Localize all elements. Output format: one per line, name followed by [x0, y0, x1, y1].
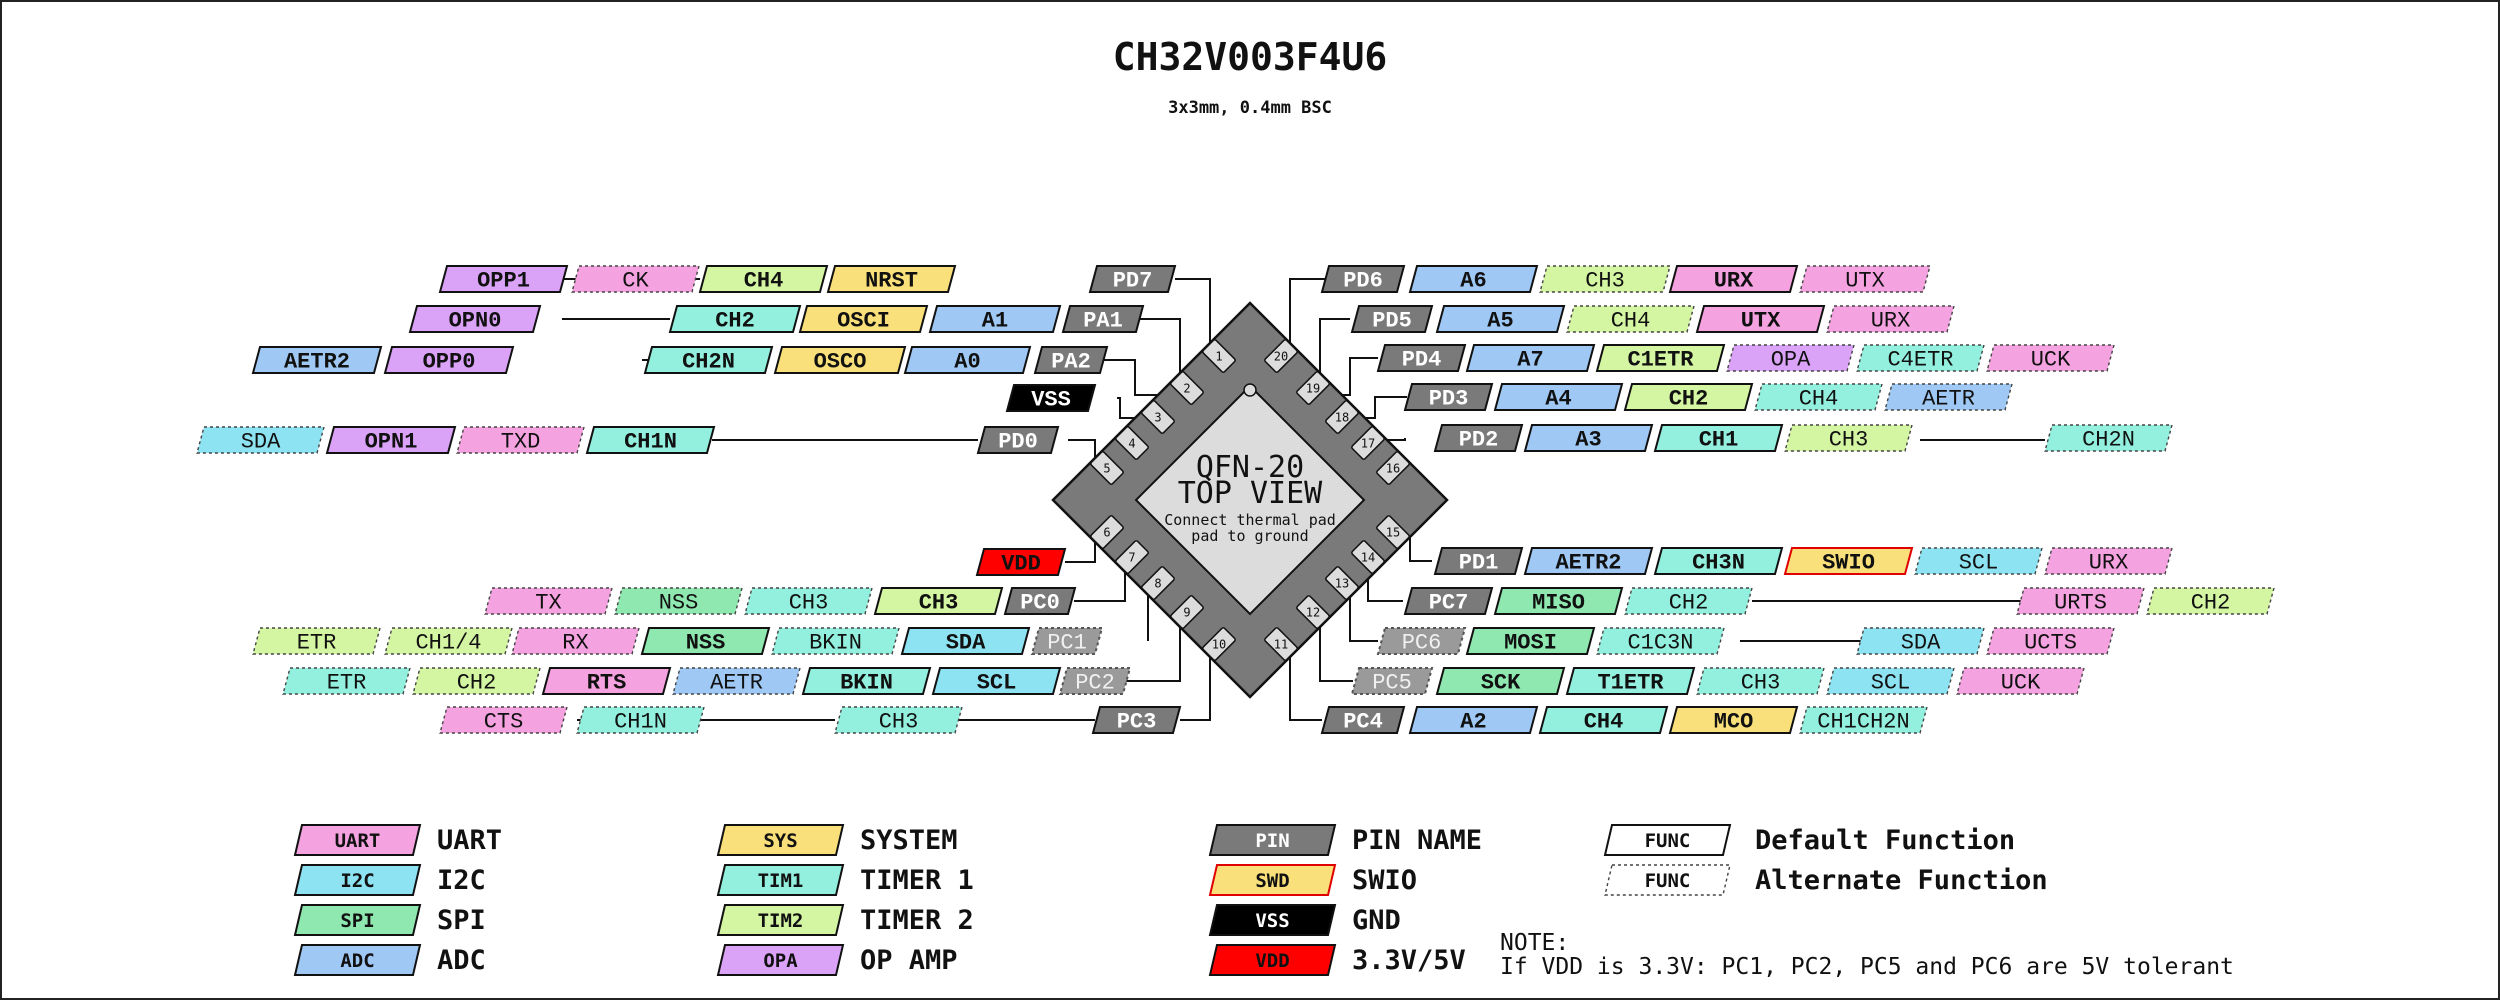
label-pc6-mosi-0	[1467, 628, 1594, 656]
label-pd0-sda-0	[197, 427, 324, 455]
label-pd2-ch3-2-text: CH3	[1828, 427, 1869, 453]
label-pd5-a5-0-text: A5	[1487, 308, 1514, 334]
label-pc1-rx-2	[512, 628, 639, 656]
label-pc2-bkin-4-text: BKIN	[840, 670, 893, 696]
pin-tag-pd3	[1405, 384, 1492, 412]
label-pc0-nss-1	[615, 588, 742, 616]
legend-tag-i2c: I2C	[340, 870, 375, 892]
pin-tag-pd7	[1090, 266, 1175, 294]
label-pc1-sda-5	[902, 628, 1029, 656]
label-pd3-a4-0-text: A4	[1545, 386, 1572, 412]
label-pc0-ch3-3-text: CH3	[918, 590, 959, 616]
label-pc7-ch2-1-text: CH2	[1668, 590, 1709, 616]
chip-pin-number: 14	[1360, 550, 1376, 565]
legend-text-alternate: Alternate Function	[1755, 865, 2048, 896]
label-pc2-scl-5-text: SCL	[976, 670, 1017, 696]
legend-item-alternate	[1605, 865, 2048, 896]
label-pc2-etr-0-text: ETR	[326, 670, 367, 696]
label-pc2-aetr-3	[673, 668, 800, 696]
label-pa2-opp0-1	[385, 347, 513, 375]
label-pa1-osci-2	[800, 306, 927, 334]
label-pd1-scl-3	[1915, 548, 2042, 576]
label-pd2-ch1-1	[1655, 425, 1782, 453]
label-pd4-c1etr-1-text: C1ETR	[1627, 347, 1694, 373]
chip-note-line1: Connect thermal pad	[1164, 511, 1336, 529]
label-pd0-txd-2	[457, 427, 584, 455]
label-pc2-ch2-1	[413, 668, 540, 696]
legend-text-default: Default Function	[1755, 825, 2016, 856]
label-pa2-a0-4	[905, 347, 1030, 375]
chip-pin-number: 7	[1128, 550, 1136, 565]
label-pc3-ch1n-1-text: CH1N	[614, 709, 667, 735]
pin-tag-pd1-text: PD1	[1458, 550, 1499, 576]
chip-pin-number: 8	[1154, 576, 1162, 591]
label-pa2-ch2n-2-text: CH2N	[682, 349, 735, 375]
label-pc1-sda-5-text: SDA	[945, 630, 986, 656]
legend-tag-tim2: TIM2	[757, 910, 804, 932]
chip-pin-number: 19	[1305, 381, 1321, 396]
legend-text-swd: SWIO	[1352, 865, 1418, 896]
label-pc0-tx-0-text: TX	[535, 590, 562, 616]
label-pc1-nss-3-text: NSS	[685, 630, 726, 656]
pin-tag-pd6-text: PD6	[1343, 268, 1383, 294]
label-pd6-utx-3	[1800, 266, 1930, 294]
legend-tag-opa: OPA	[763, 950, 798, 972]
pin-tag-pc7	[1405, 588, 1492, 616]
label-pd5-utx-2-text: UTX	[1740, 308, 1781, 334]
pin1-marker	[1244, 384, 1256, 396]
label-pd5-urx-3	[1827, 306, 1954, 334]
legend-item-uart	[295, 825, 502, 856]
label-pc3-ch3-2-text: CH3	[878, 709, 919, 735]
label-pc0-ch3-2	[745, 588, 872, 616]
label-pc1-bkin-4	[772, 628, 899, 656]
chip-pin-number: 16	[1385, 461, 1401, 476]
pin-tag-pa1	[1063, 306, 1143, 334]
pin-tag-pa2-text: PA2	[1051, 349, 1091, 375]
label-pd3-ch4-2	[1755, 384, 1882, 412]
label-pd4-a7-0-text: A7	[1517, 347, 1544, 373]
label-pd7-opp1-0-text: OPP1	[477, 268, 530, 294]
label-pd1-urx-4-text: URX	[2088, 550, 2129, 576]
pin-tag-pc0-text: PC0	[1020, 590, 1060, 616]
label-pd1-swio-2-text: SWIO	[1822, 550, 1875, 576]
label-pd1-ch3n-1	[1655, 548, 1782, 576]
label-pd1-swio-2	[1785, 548, 1912, 576]
label-pd2-ch1-1-text: CH1	[1698, 427, 1739, 453]
pin-tag-pd5	[1352, 306, 1432, 334]
label-pd5-utx-2	[1697, 306, 1824, 334]
legend-tag-default: FUNC	[1644, 830, 1691, 852]
pin-tag-pd2-text: PD2	[1458, 427, 1499, 453]
legend-tag-spi: SPI	[340, 910, 375, 932]
label-pc3-cts-0	[440, 707, 567, 735]
label-pd6-a6-0	[1410, 266, 1537, 294]
label-pc2-aetr-3-text: AETR	[710, 670, 763, 696]
label-pa1-osci-2-text: OSCI	[837, 308, 890, 334]
label-pa2-osco-3	[775, 347, 905, 375]
label-pd7-ch4-2-text: CH4	[743, 268, 784, 294]
label-pd4-uck-4	[1987, 345, 2114, 373]
label-pd0-txd-2-text: TXD	[500, 429, 541, 455]
legend-text-adc: ADC	[437, 945, 486, 976]
label-pc4-a2-0-text: A2	[1460, 709, 1487, 735]
label-pd5-ch4-1-text: CH4	[1610, 308, 1651, 334]
label-pc2-etr-0	[283, 668, 410, 696]
note-title: NOTE:	[1500, 930, 1570, 956]
label-pc7-miso-0-text: MISO	[1532, 590, 1585, 616]
label-pd2-ch3-2	[1785, 425, 1912, 453]
label-pa1-a1-3-text: A1	[981, 308, 1009, 334]
pin-tag-pc2-text: PC2	[1075, 670, 1115, 696]
label-pd0-ch1n-3-text: CH1N	[624, 429, 677, 455]
pin-tag-pd4	[1378, 345, 1465, 373]
legend-item-adc	[295, 945, 486, 976]
legend-tag-pin: PIN	[1255, 830, 1290, 852]
label-pd0-ch1n-3	[587, 427, 714, 455]
pin-tag-pc6-text: PC6	[1401, 630, 1442, 656]
legend-tag-vdd: VDD	[1255, 950, 1290, 972]
label-pa2-aetr2-0	[253, 347, 381, 375]
legend-text-spi: SPI	[437, 905, 486, 936]
diagram-subtitle: 3x3mm, 0.4mm BSC	[1168, 98, 1332, 118]
label-pa1-a1-3	[930, 306, 1060, 334]
chip-note-line2: pad to ground	[1191, 527, 1309, 545]
pin-tag-pc5	[1352, 668, 1432, 696]
label-pd5-urx-3-text: URX	[1870, 308, 1911, 334]
pin-tag-pd3-text: PD3	[1428, 386, 1469, 412]
label-pc4-a2-0	[1410, 707, 1537, 735]
legend-item-opa	[718, 945, 958, 976]
label-pd0-opn1-1-text: OPN1	[364, 429, 418, 455]
label-pc2-rts-2	[543, 668, 670, 696]
chip-pin-number: 18	[1334, 410, 1350, 425]
legend-tag-adc: ADC	[340, 950, 375, 972]
pin-tag-vdd-text: VDD	[1001, 551, 1041, 577]
label-pd6-urx-2	[1670, 266, 1797, 294]
label-pd3-ch2-1-text: CH2	[1668, 386, 1709, 412]
pin-tag-pc0	[1005, 588, 1075, 616]
label-pc7-miso-0	[1495, 588, 1622, 616]
legend-item-default	[1605, 825, 2015, 856]
label-pc4-mco-2	[1670, 707, 1797, 735]
pin-tag-pd0	[978, 427, 1058, 455]
legend-text-tim2: TIMER 2	[860, 905, 974, 936]
label-pa2-ch2n-2	[645, 347, 772, 375]
legend-text-i2c: I2C	[437, 865, 486, 896]
pin-tag-pc1	[1032, 628, 1102, 656]
label-pa1-ch2-1-text: CH2	[715, 308, 755, 334]
label-pd3-a4-0	[1495, 384, 1622, 412]
legend-item-vss	[1210, 905, 1401, 936]
label-pc6-mosi-0-text: MOSI	[1504, 630, 1557, 656]
label-pd2-ch2n-3	[2045, 425, 2172, 453]
pin-tag-pd5-text: PD5	[1372, 308, 1412, 334]
label-pc6-c1c3n-1-text: C1C3N	[1627, 630, 1694, 656]
pin-tag-pc2	[1060, 668, 1130, 696]
label-pd4-c4etr-3	[1857, 345, 1984, 373]
label-pd4-opa-2	[1727, 345, 1854, 373]
label-pc2-rts-2-text: RTS	[586, 670, 627, 696]
label-pc1-ch1-4-1	[385, 628, 512, 656]
label-pd1-aetr2-0	[1525, 548, 1652, 576]
pin-tag-pc5-text: PC5	[1372, 670, 1412, 696]
chip-pin-number: 10	[1211, 637, 1227, 652]
legend-text-tim1: TIMER 1	[860, 865, 974, 896]
label-pd6-utx-3-text: UTX	[1845, 268, 1885, 294]
label-pc1-etr-0-text: ETR	[296, 630, 337, 656]
pin-tag-pd7-text: PD7	[1112, 268, 1153, 294]
label-pd6-ch3-1-text: CH3	[1585, 268, 1625, 294]
label-pd1-urx-4	[2045, 548, 2172, 576]
label-pd6-a6-0-text: A6	[1460, 268, 1487, 294]
label-pc7-ch2-3	[2147, 588, 2274, 616]
chip-pin-number: 5	[1103, 461, 1111, 476]
label-pd4-uck-4-text: UCK	[2030, 347, 2071, 373]
pin-tag-pc3-text: PC3	[1116, 709, 1157, 735]
label-pc6-ucts-3-text: UCTS	[2024, 630, 2077, 656]
label-pd1-scl-3-text: SCL	[1958, 550, 1999, 576]
pin-tag-pc1-text: PC1	[1047, 630, 1087, 656]
pin-tag-pc6	[1378, 628, 1465, 656]
label-pd7-ck-1-text: CK	[622, 268, 649, 294]
label-pa2-opp0-1-text: OPP0	[422, 349, 476, 375]
chip-pin-number: 17	[1360, 436, 1376, 451]
label-pd2-ch2n-3-text: CH2N	[2082, 427, 2135, 453]
chip-pin-number: 2	[1183, 381, 1191, 396]
label-pd2-a3-0-text: A3	[1575, 427, 1602, 453]
label-pc5-scl-3	[1827, 668, 1954, 696]
label-pc1-nss-3	[642, 628, 769, 656]
label-pd7-ck-1	[572, 266, 699, 294]
label-pc7-urts-2	[2017, 588, 2144, 616]
label-pc5-ch3-2-text: CH3	[1740, 670, 1781, 696]
label-pc1-rx-2-text: RX	[562, 630, 589, 656]
pin-tag-pc7-text: PC7	[1428, 590, 1469, 616]
label-pc7-urts-2-text: URTS	[2054, 590, 2107, 616]
label-pc2-bkin-4	[803, 668, 930, 696]
legend-item-spi	[295, 905, 486, 936]
pin-tag-pc4	[1322, 707, 1404, 735]
chip-view-label: TOP VIEW	[1177, 476, 1323, 511]
pin-tag-pa1-text: PA1	[1083, 308, 1123, 334]
chip-pin-number: 13	[1334, 576, 1350, 591]
label-pc1-ch1-4-1-text: CH1/4	[415, 630, 482, 656]
label-pd4-opa-2-text: OPA	[1770, 347, 1811, 373]
chip-pin-number: 12	[1305, 605, 1321, 620]
label-pc1-bkin-4-text: BKIN	[809, 630, 862, 656]
legend-text-vdd: 3.3V/5V	[1352, 945, 1466, 976]
chip-pin-number: 3	[1154, 410, 1162, 425]
label-pc2-ch2-1-text: CH2	[456, 670, 497, 696]
diagram-title: CH32V003F4U6	[1112, 35, 1388, 79]
label-pc5-uck-4	[1957, 668, 2084, 696]
legend-tag-sys: SYS	[763, 830, 798, 852]
pin-tag-pd1	[1435, 548, 1522, 576]
label-pd1-ch3n-1-text: CH3N	[1692, 550, 1745, 576]
label-pc7-ch2-1	[1625, 588, 1752, 616]
label-pc5-t1etr-1-text: T1ETR	[1597, 670, 1664, 696]
label-pc3-cts-0-text: CTS	[483, 709, 524, 735]
label-pa2-a0-4-text: A0	[954, 349, 981, 375]
label-pd5-a5-0	[1437, 306, 1564, 334]
label-pc4-ch4-1-text: CH4	[1583, 709, 1624, 735]
legend-tag-tim1: TIM1	[757, 870, 804, 892]
label-pd0-sda-0-text: SDA	[240, 429, 281, 455]
label-pd5-ch4-1	[1567, 306, 1694, 334]
label-pa1-opn0-0	[410, 306, 540, 334]
label-pc1-etr-0	[253, 628, 380, 656]
legend-text-pin: PIN NAME	[1352, 825, 1483, 856]
pin-tag-pd0-text: PD0	[998, 429, 1038, 455]
note-text: If VDD is 3.3V: PC1, PC2, PC5 and PC6 are 5V tolerant	[1500, 954, 2234, 980]
label-pc0-tx-0	[485, 588, 612, 616]
label-pc4-ch1ch2n-3	[1800, 707, 1927, 735]
legend-item-i2c	[295, 865, 486, 896]
label-pc4-mco-2-text: MCO	[1713, 709, 1754, 735]
chip-package-name: QFN-20	[1195, 450, 1305, 485]
legend-text-sys: SYSTEM	[860, 825, 958, 856]
legend-item-sys	[718, 825, 958, 856]
pin-tag-pd4-text: PD4	[1401, 347, 1442, 373]
label-pd3-aetr-3	[1885, 384, 2012, 412]
label-pd3-ch2-1	[1625, 384, 1752, 412]
label-pd0-opn1-1	[327, 427, 455, 455]
label-pc4-ch4-1	[1540, 707, 1667, 735]
label-pa1-opn0-0-text: OPN0	[448, 308, 502, 334]
label-pa2-osco-3-text: OSCO	[813, 349, 867, 375]
label-pc2-scl-5	[933, 668, 1060, 696]
label-pc5-ch3-2	[1697, 668, 1824, 696]
label-pd4-a7-0	[1467, 345, 1594, 373]
label-pc5-uck-4-text: UCK	[2000, 670, 2041, 696]
label-pc5-sck-0	[1437, 668, 1564, 696]
pin-tag-vss-text: VSS	[1031, 387, 1071, 413]
legend-tag-uart: UART	[334, 830, 381, 852]
pin-tag-vss	[1007, 385, 1095, 413]
label-pd2-a3-0	[1525, 425, 1652, 453]
pin-tag-pa2	[1035, 347, 1107, 375]
label-pc5-scl-3-text: SCL	[1870, 670, 1911, 696]
label-pd3-aetr-3-text: AETR	[1922, 386, 1975, 412]
legend-tag-alternate: FUNC	[1644, 870, 1691, 892]
legend-item-swd	[1210, 865, 1417, 896]
chip-pin-number: 15	[1385, 525, 1401, 540]
label-pd3-ch4-2-text: CH4	[1798, 386, 1839, 412]
label-pc4-ch1ch2n-3-text: CH1CH2N	[1817, 709, 1910, 735]
label-pc3-ch3-2	[835, 707, 962, 735]
legend-text-vss: GND	[1352, 905, 1401, 936]
label-pd6-ch3-1	[1540, 266, 1670, 294]
pin-tag-pc3	[1093, 707, 1180, 735]
label-pc3-ch1n-1	[577, 707, 704, 735]
chip-pin-number: 4	[1128, 436, 1136, 451]
label-pd7-opp1-0	[440, 266, 567, 294]
pin-tag-vdd	[977, 549, 1065, 577]
label-pd4-c1etr-1	[1597, 345, 1724, 373]
chip-pin-number: 11	[1273, 637, 1289, 652]
chip-pin-number: 6	[1103, 525, 1111, 540]
label-pd4-c4etr-3-text: C4ETR	[1887, 347, 1954, 373]
label-pd7-nrst-3-text: NRST	[865, 268, 918, 294]
label-pd7-ch4-2	[700, 266, 827, 294]
label-pc0-ch3-3	[875, 588, 1002, 616]
pin-tag-pd6	[1322, 266, 1404, 294]
label-pc5-t1etr-1	[1567, 668, 1694, 696]
label-pc0-nss-1-text: NSS	[658, 590, 699, 616]
pin-tag-pc4-text: PC4	[1343, 709, 1383, 735]
label-pa1-ch2-1	[670, 306, 800, 334]
legend-tag-vss: VSS	[1255, 910, 1290, 932]
label-pd1-aetr2-0-text: AETR2	[1555, 550, 1622, 576]
legend-tag-swd: SWD	[1255, 870, 1290, 892]
pin-tag-pd2	[1435, 425, 1522, 453]
label-pd6-urx-2-text: URX	[1713, 268, 1754, 294]
chip-pin-number: 1	[1215, 349, 1223, 364]
label-pc6-sda-2	[1857, 628, 1984, 656]
label-pa2-aetr2-0-text: AETR2	[283, 349, 351, 375]
label-pd7-nrst-3	[828, 266, 955, 294]
legend-text-uart: UART	[437, 825, 503, 856]
label-pc6-sda-2-text: SDA	[1900, 630, 1941, 656]
label-pc6-c1c3n-1	[1597, 628, 1724, 656]
label-pc0-ch3-2-text: CH3	[788, 590, 829, 616]
chip-pin-number: 9	[1183, 605, 1191, 620]
legend-text-opa: OP AMP	[860, 945, 958, 976]
label-pc6-ucts-3	[1987, 628, 2114, 656]
label-pc5-sck-0-text: SCK	[1480, 670, 1521, 696]
label-pc7-ch2-3-text: CH2	[2190, 590, 2231, 616]
chip-pin-number: 20	[1273, 349, 1289, 364]
